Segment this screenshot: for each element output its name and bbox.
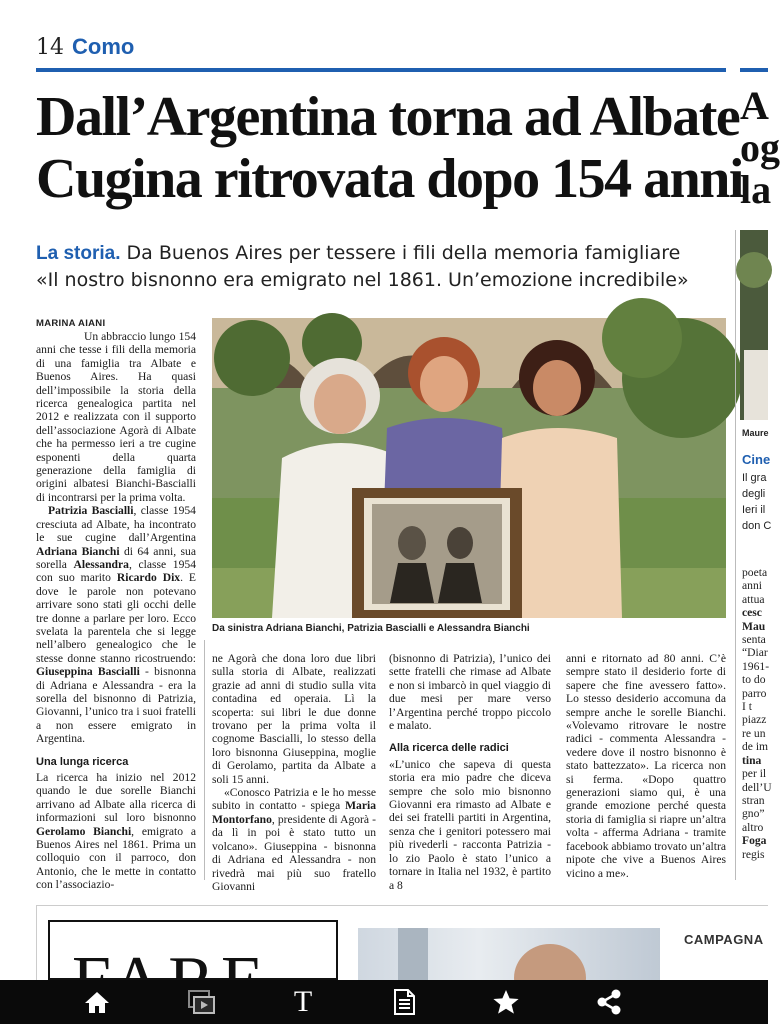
side-line: I t	[742, 700, 752, 714]
side-line: stran	[742, 793, 765, 807]
subhead-lead: La storia.	[36, 243, 121, 264]
subhead-text-1: Da Buenos Aires per tessere i fili della memoria famigliare	[126, 242, 681, 264]
side-article-headline	[740, 83, 780, 212]
text-run: . E dove le parole non potevano arrivare sono stati gli occhi delle tre donne a parlare per loro. Ecco svelata la parentela che si legge nell’albero genealogico che le stesse donne stanno ricostruendo:	[36, 571, 196, 665]
star-icon	[492, 989, 520, 1015]
text-run: , classe 1954 cresciuta ad Albate, ha incontrato le sue cugine dall’Argentina	[36, 504, 196, 545]
side-line: cesc	[742, 606, 762, 620]
article-photo[interactable]	[212, 318, 726, 618]
home-button[interactable]	[75, 980, 119, 1024]
text-run: «Conosco Patrizia e le ho messe subito in contatto - spiega	[212, 786, 376, 813]
subhead	[36, 240, 726, 294]
side-headline-line-1: A	[740, 83, 769, 128]
ad-campaign-label: CAMPAGNA	[684, 932, 764, 947]
article-view-button[interactable]	[382, 980, 426, 1024]
gallery-button[interactable]	[179, 980, 223, 1024]
side-line: poeta	[742, 566, 768, 579]
side-line: Mau	[742, 619, 766, 633]
subsection-heading: Una lunga ricerca	[36, 755, 129, 768]
headline-line-1: Dall’Argentina torna ad Albate	[36, 86, 740, 148]
text-run: , classe 1954 con suo marito	[36, 557, 196, 585]
subhead-line-1	[36, 240, 726, 267]
side-article-photo[interactable]	[740, 230, 768, 420]
paragraph: «L’unico che sapeva di questa storia era mio padre che diceva sempre che solo mio bisnonno Giovanni era rimasto ad Albate e dei sei fratelli partiti in Argentina, senza che i genitori potessero mai più rivederli - racconta Patrizia - lo zio Paolo è stato l’unico a tornare in Italia nel 1932, è partito a 8	[389, 757, 551, 892]
side-line: gno”	[742, 807, 765, 821]
paragraph: ne Agorà che dona loro due libri sulla storia di Albate, realizzati grazie ad anni di studio sulla vita contadina ed operaia. Lì la scoperta: sui libri le due donne trovano per la prima volta il cognome Bascialli, lo stesso della loro bisnonna Giuseppina, moglie di Gerolamo, partita da Albate a soli 15 anni.	[212, 652, 376, 786]
text-run: , presidente di Agorà - da lì in poi è stato tutto un volcano». Giuseppina - bisnonna di Adriana ed Alessandra - non rivedrà mai più suo fratello Giovanni	[212, 812, 376, 893]
side-line: per il	[742, 767, 767, 781]
text-run: La ricerca ha inizio nel 2012 quando le due sorelle Bianchi arrivano ad Albate alla ricerca di informazioni sul loro bisnonno	[36, 771, 196, 825]
text-size-icon: T	[293, 985, 313, 1018]
side-line: 1961-	[742, 659, 770, 673]
article-column-1	[36, 330, 196, 892]
page-header	[36, 34, 134, 66]
side-line: tina	[742, 753, 762, 767]
section-name: Como	[72, 34, 135, 59]
side-section-rule	[740, 68, 768, 72]
person-name: Giuseppina Bascialli	[36, 665, 140, 679]
side-line: senta	[742, 633, 766, 647]
article-column-2	[212, 652, 376, 893]
text-size-button[interactable]	[281, 980, 325, 1024]
person-name: Maria Montorfano	[212, 799, 376, 826]
photo-caption: Da sinistra Adriana Bianchi, Patrizia Bascialli e Alessandra Bianchi	[212, 623, 530, 634]
side-line: piazz	[742, 713, 767, 727]
gallery-icon	[187, 989, 215, 1015]
text-run: , emigrato a Buenos Aires nel 1861. Prima un colloquio con il parroco, don Antonio, che le mette in contatto con l’associazio-	[36, 824, 196, 892]
person-name: Alessandra	[73, 557, 129, 571]
column-divider	[735, 230, 736, 880]
page-number: 14	[36, 35, 64, 60]
article-column-4	[566, 652, 726, 880]
headline-line-2: Cugina ritrovata dopo 154 anni	[36, 148, 743, 210]
paragraph	[36, 504, 196, 745]
bottom-toolbar	[0, 980, 768, 1024]
ad-brand-box[interactable]	[48, 920, 338, 980]
column-divider	[204, 640, 205, 880]
side-headline-line-2: og	[740, 125, 780, 170]
headline	[36, 86, 743, 210]
person-name: Gerolamo Bianchi	[36, 824, 132, 838]
side-line: Il gra	[742, 472, 767, 484]
text-run: di 64 anni, sua sorella	[36, 544, 196, 571]
side-line: to do	[742, 673, 766, 687]
paragraph: anni e ritornato ad 80 anni. C’è sempre stato il desiderio forte di sapere che fine avessero fatto». Lo stesso desiderio accomuna da sempre anche le sorelle Bianchi. «Volevamo ritrovare le nostre radici - commenta Alessandra - vedere dove il nostro bisnonno è stato battezzato». La ricerca non si ferma. «Dopo quattro generazioni siamo qui, è una grande emozione perché questa storia di famiglia si riapre un’altra volta - afferma Adriana - tramite facebook abbiamo trovato un’altra nipote che vive a Buenos Aires vicino a me».	[566, 652, 726, 880]
side-line: “Diar	[742, 646, 768, 660]
side-line: regis	[742, 847, 765, 861]
side-line: de im	[742, 740, 769, 754]
side-line: re un	[742, 726, 766, 740]
paragraph	[36, 771, 196, 892]
side-photo-caption: Maure	[742, 428, 769, 438]
side-line: Foga	[742, 834, 767, 848]
share-icon	[596, 989, 622, 1015]
home-icon	[84, 990, 110, 1014]
paragraph: Un abbraccio lungo 154 anni che tesse i fili della memoria di una famiglia tra Albate e Buenos Aires. Ha quasi dell’impossibile la storia della ricerca genealogica partita nel 2012 e realizzata con il supporto dell’associazione Agorà di Albate che ha permesso ieri a tre cugine esponenti della quarta generazione della famiglia di origini albatesi Bianchi-Bascialli di incontrarsi per la prima volta.	[36, 330, 196, 504]
side-line: degli	[742, 488, 766, 500]
side-headline-line-3: la	[740, 167, 772, 212]
section-rule	[36, 68, 726, 72]
ad-photo[interactable]	[358, 928, 660, 984]
side-line: parro	[742, 686, 767, 700]
text-run: - bisnonna di Adriana e Alessandra - era la sorella del bisnonno di Patrizia, Giovanni, l’unico tra i suoi fratelli a non essere emigrato in Argentina.	[36, 665, 196, 746]
side-intro	[742, 470, 772, 534]
subsection-heading: Alla ricerca delle radici	[389, 742, 509, 755]
subhead-line-2: «Il nostro bisnonno era emigrato nel 1861. Un’emozione incredibile»	[36, 269, 689, 291]
person-name: Ricardo Dix	[116, 571, 181, 585]
person-name: Patrizia Bascialli	[48, 504, 134, 518]
share-button[interactable]	[587, 980, 631, 1024]
side-photo-illustration	[740, 230, 768, 420]
person-name: Adriana Bianchi	[36, 544, 120, 558]
article-icon	[393, 989, 415, 1015]
ad-photo-illustration	[358, 928, 660, 984]
photo-illustration	[212, 318, 726, 618]
paragraph	[212, 786, 376, 893]
side-line: dell’U	[742, 780, 772, 794]
side-line: don C	[742, 520, 772, 532]
side-line: altro	[742, 820, 764, 834]
side-kicker: Cine	[742, 452, 771, 467]
paragraph: (bisnonno di Patrizia), l’unico dei sette fratelli che rimase ad Albate e non si imbarcò in quel viaggio di due mesi per mare verso l’Argentina perché troppo piccolo e malato.	[389, 652, 551, 733]
byline: MARINA AIANI	[36, 318, 106, 329]
side-line: anni	[742, 579, 762, 593]
side-body	[742, 566, 772, 861]
side-line: attua	[742, 592, 765, 606]
article-column-3	[389, 652, 551, 892]
favorite-button[interactable]	[484, 980, 528, 1024]
side-line: Ieri il	[742, 504, 766, 516]
